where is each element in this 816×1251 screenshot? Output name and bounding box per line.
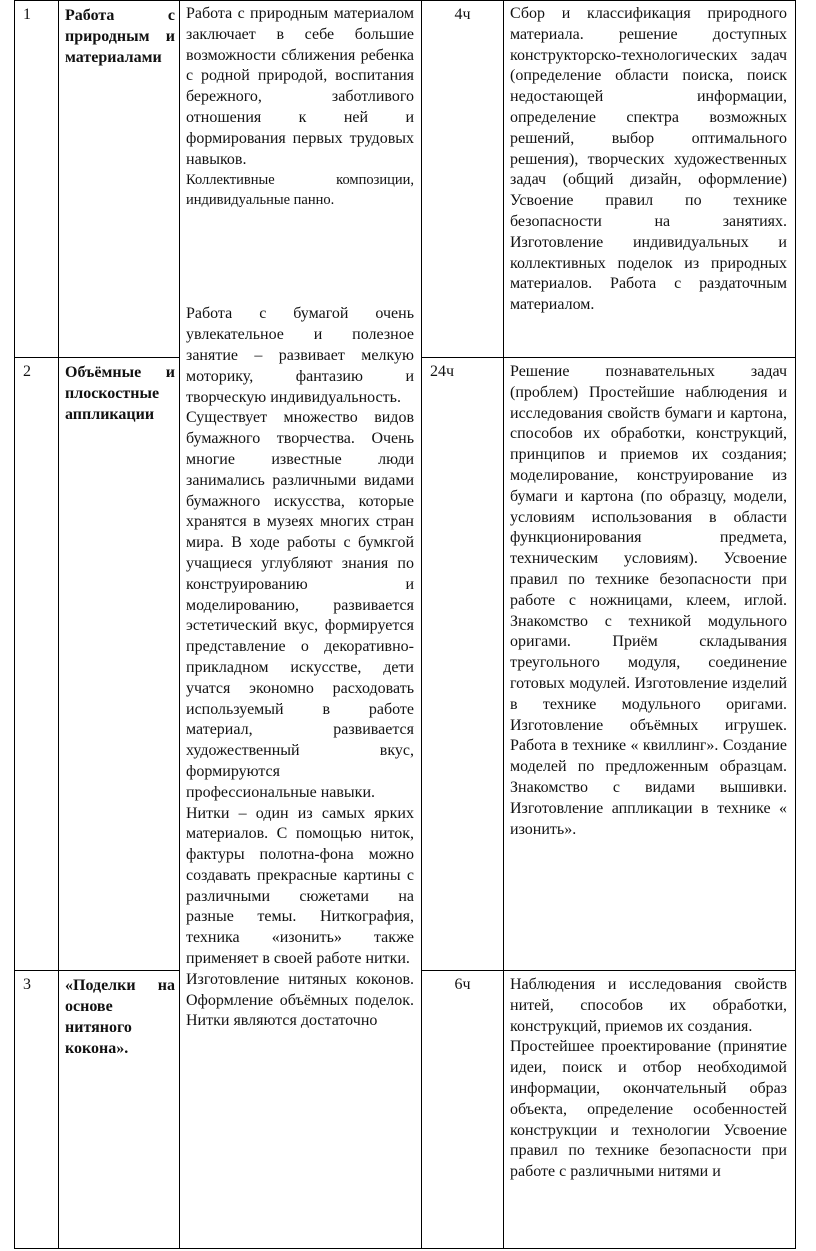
table-divider-hours [503, 0, 504, 1249]
row-1-hours: 4ч [454, 6, 471, 23]
row-3-topic: «Поделки на основе нитяного кокона». [65, 977, 175, 1057]
row-2-activities: Решение познавательных задач (проблем) Простейшие наблюдения и исследования свойств бумаги и картона, способов их обработки, конструкций, принципов и приемов их создания; моделирование, конструирование из бумаги и картона (по образцу, модели, условиям использования в области функционирования предмета, техническим условиям). Усвоение правил по технике безопасности при работе с ножницами, клеем, иглой. Знакомство с техникой модульного оригами. Приём складывания треугольного модуля, соединение готовых модулей. Изготовление изделий в технике модульного оригами. Изготовление объёмных игрушек. Работа в технике « квиллинг». Создание моделей по предложенным образцам. Знакомство с видами вышивки. Изготовление аппликации в технике « изонить». [510, 363, 787, 838]
row-3-hours: 6ч [454, 976, 471, 993]
row-2-topic: Объёмные и плоскостные аппликации [65, 364, 175, 423]
description-natural-note: Коллективные композиции, индивидуальные панно. [186, 172, 414, 209]
row-3-activities-observation: Наблюдения и исследования свойств нитей, способов их обработки, конструкций, приемов их создания. [510, 976, 787, 1035]
row-3-number: 3 [23, 976, 31, 993]
row-2-hours: 24ч [430, 363, 455, 380]
description-natural: Работа с природным материалом заключает в себе большие возможности сближения ребенка с родной природой, воспитания бережного, заботливого отношения к ней и формирования первых трудовых навыков. [186, 5, 414, 168]
table-divider-description [421, 0, 422, 1249]
row-1-number: 1 [23, 6, 31, 23]
row-3-activities [510, 975, 787, 1183]
table-divider-num [58, 0, 59, 1249]
table-border-bottom [14, 1248, 796, 1249]
row-1-topic: Работа с природным и материалами [65, 7, 175, 66]
description-paper-types: Существует множество видов бумажного творчества. Очень многие известные люди занимались различными видами бумажного искусства, которые хранятся в музеях многих стран мира. В ходе работы с бумкгой учащиеся углубляют знания по конструированию и моделированию, развивается эстетический вкус, формируется представление о декоративно-прикладном искусстве, дети учатся экономно расходовать используемый в работе материал, развивается художественный вкус, формируются профессиональные навыки. [186, 409, 414, 801]
table-divider-topic [179, 0, 180, 1249]
row-3-activities-design: Простейшее проектирование (принятие идеи, поиск и отбор необходимой информации, окончательный образ объекта, определение особенностей конструкции и технологии Усвоение правил по технике безопасности при работе с различными нитями и [510, 1038, 787, 1181]
table-border-left [14, 0, 15, 1249]
description-threads-cocoons: Изготовление нитяных коконов. Оформление объёмных поделок. Нитки являются достаточно [186, 970, 414, 1030]
description-threads: Нитки – один из самых ярких материалов. С помощью ниток, фактуры полотна-фона можно создавать прекрасные картины с различными сюжетами на разные темы. Ниткография, техника «изонить» также применяет в своей работе нитки. [186, 804, 414, 968]
row-2-number: 2 [23, 363, 31, 380]
table-border-right [795, 0, 796, 1249]
description-paper: Работа с бумагой очень увлекательное и полезное занятие – развивает мелкую моторику, фантазию и творческую индивидуальность. [186, 305, 414, 406]
description-column [186, 4, 414, 1032]
row-1-activities: Сбор и классификация природного материала. решение доступных конструкторско-технологических задач (определение области поиска, поиск недостающей информации, определение спектра возможных решений, выбор оптимального решения), творческих художественных задач (общий дизайн, оформление) Усвоение правил по технике безопасности на занятиях. Изготовление индивидуальных и коллективных поделок из природных материалов. Работа с раздаточным материалом. [510, 5, 787, 314]
